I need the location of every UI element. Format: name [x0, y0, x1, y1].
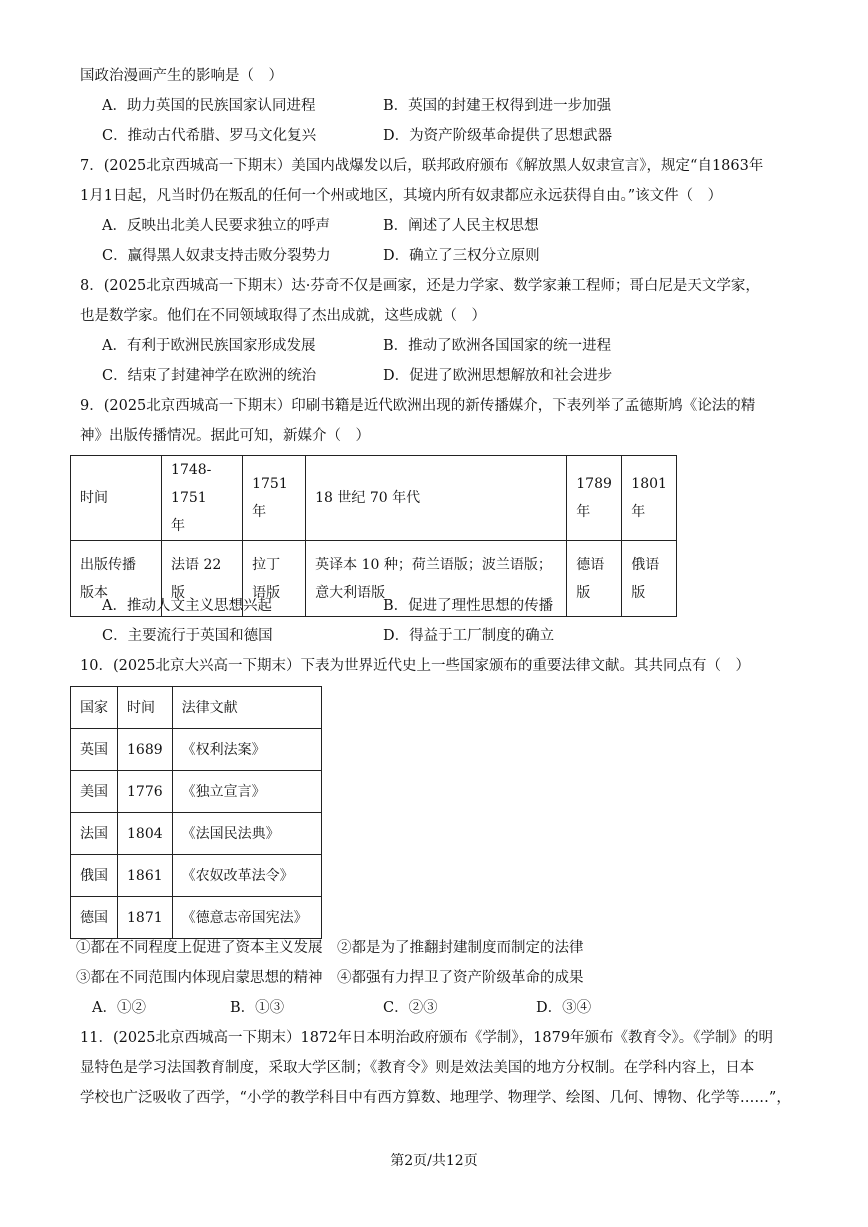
cell-text: 18 世纪 70 年代	[315, 490, 421, 506]
page-footer: 第2页/共12页	[390, 1153, 478, 1169]
q6-stem-tail: 国政治漫画产生的影响是（ ）	[80, 68, 283, 84]
q10-header-document: 法律文献	[172, 687, 321, 729]
cell-text: 年	[171, 518, 186, 534]
table-row	[71, 771, 322, 813]
q9-stem-line-2: 神》出版传播情况。据此可知，新媒介（ ）	[80, 428, 370, 444]
cell-text: 英译本 10 种；荷兰语版；波兰语版；	[315, 556, 552, 573]
q6-option-d[interactable]: D．为资产阶级革命提供了思想武器	[383, 128, 613, 144]
cell-text: 年	[252, 504, 267, 520]
q9-option-a[interactable]: A．推动人文主义思想兴起	[102, 598, 272, 614]
q10-cell: 英国	[71, 729, 118, 771]
q10-cell: 《法国民法典》	[172, 813, 321, 855]
q10-cell: 法国	[71, 813, 118, 855]
q8-option-a[interactable]: A．有利于欧洲民族国家形成发展	[102, 338, 316, 354]
q10-option-b[interactable]: B．①③	[230, 1000, 285, 1016]
q11-stem-line-1: 11．(2025北京西城高一下期末）1872年日本明治政府颁布《学制》，1879年颁布《教育令》。《学制》的明	[80, 1030, 774, 1046]
q9-cell	[71, 456, 162, 541]
cell-text: 出版传播	[80, 556, 136, 573]
q7-stem-line-1: 7．(2025北京西城高一下期末）美国内战爆发以后，联邦政府颁布《解放黑人奴隶宣言》，规定“自1863年	[80, 158, 764, 174]
q10-cell: 美国	[71, 771, 118, 813]
cell-text: 1789	[576, 476, 612, 492]
q8-option-b[interactable]: B．推动了欧洲各国国家的统一进程	[383, 338, 612, 354]
q9-table-row-time	[71, 456, 677, 541]
q10-cell: 《德意志帝国宪法》	[172, 897, 321, 939]
q10-cell: 1804	[118, 813, 173, 855]
q10-stem: 10．(2025北京大兴高一下期末）下表为世界近代史上一些国家颁布的重要法律文献。其共同点有（ ）	[80, 658, 751, 674]
q10-statements-line-1: ①都在不同程度上促进了资本主义发展 ②都是为了推翻封建制度而制定的法律	[76, 940, 584, 956]
q10-cell: 俄国	[71, 855, 118, 897]
q11-stem-line-3: 学校也广泛吸收了西学，“小学的教学科目中有西方算数、地理学、物理学、绘图、几何、博物、化学等……”，	[80, 1090, 791, 1106]
q6-option-a[interactable]: A．助力英国的民族国家认同进程	[102, 98, 316, 114]
q10-cell: 德国	[71, 897, 118, 939]
q9-cell	[306, 456, 567, 541]
cell-text: 版	[631, 584, 646, 601]
cell-text: 版	[576, 584, 591, 601]
q9-cell	[567, 541, 622, 617]
cell-text: 时间	[80, 490, 108, 506]
q9-option-c[interactable]: C．主要流行于英国和德国	[102, 628, 273, 644]
cell-text: 1751	[252, 476, 288, 492]
q10-table-header	[71, 687, 322, 729]
table-row	[71, 855, 322, 897]
q9-cell	[162, 456, 243, 541]
q7-option-d[interactable]: D．确立了三权分立原则	[383, 248, 540, 264]
q9-option-d[interactable]: D．得益于工厂制度的确立	[383, 628, 555, 644]
q10-header-country: 国家	[71, 687, 118, 729]
q10-cell: 《独立宣言》	[172, 771, 321, 813]
cell-text: 俄语	[631, 556, 660, 573]
cell-text: 德语	[576, 556, 605, 573]
q10-cell: 1776	[118, 771, 173, 813]
q10-cell: 《农奴改革法令》	[172, 855, 321, 897]
q7-option-a[interactable]: A．反映出北美人民要求独立的呼声	[102, 218, 330, 234]
table-row	[71, 897, 322, 939]
q7-option-c[interactable]: C．赢得黑人奴隶支持击败分裂势力	[102, 248, 331, 264]
q9-table	[70, 455, 677, 617]
q10-cell: 1871	[118, 897, 173, 939]
q9-cell	[243, 456, 306, 541]
q7-option-b[interactable]: B．阐述了人民主权思想	[383, 218, 539, 234]
table-row	[71, 729, 322, 771]
q10-option-c[interactable]: C．②③	[383, 1000, 438, 1016]
q9-cell	[567, 456, 622, 541]
cell-text: 法语 22 版	[171, 556, 222, 601]
q8-option-d[interactable]: D．促进了欧洲思想解放和社会进步	[383, 368, 613, 384]
cell-text: 语版	[252, 584, 281, 601]
q10-option-d[interactable]: D．③④	[536, 1000, 592, 1016]
q11-stem-line-2: 显特色是学习法国教育制度，采取大学区制；《教育令》则是效法美国的地方分权制。在学科内容上，日本	[80, 1060, 755, 1076]
q10-cell: 《权利法案》	[172, 729, 321, 771]
q8-stem-line-2: 也是数学家。他们在不同领域取得了杰出成就，这些成就（ ）	[80, 308, 486, 324]
q10-statements-line-2: ③都在不同范围内体现启蒙思想的精神 ④都强有力捍卫了资产阶级革命的成果	[76, 970, 584, 986]
q10-header-year: 时间	[118, 687, 173, 729]
cell-text: 年	[576, 504, 591, 520]
table-row	[71, 813, 322, 855]
q6-option-b[interactable]: B．英国的封建王权得到进一步加强	[383, 98, 612, 114]
cell-text: 版本	[80, 584, 108, 601]
q9-option-b[interactable]: B．促进了理性思想的传播	[383, 598, 554, 614]
q10-option-a[interactable]: A．①②	[92, 1000, 146, 1016]
q6-option-c[interactable]: C．推动古代希腊、罗马文化复兴	[102, 128, 317, 144]
q10-cell: 1861	[118, 855, 173, 897]
cell-text: 1748-1751	[171, 462, 212, 506]
cell-text: 意大利语版	[315, 584, 386, 601]
q9-cell	[622, 456, 677, 541]
cell-text: 1801	[631, 476, 667, 492]
q9-stem-line-1: 9．(2025北京西城高一下期末）印刷书籍是近代欧洲出现的新传播媒介，下表列举了孟德斯鸠《论法的精	[80, 398, 756, 414]
cell-text: 年	[631, 504, 646, 520]
q7-stem-line-2: 1月1日起，凡当时仍在叛乱的任何一个州或地区，其境内所有奴隶都应永远获得自由。”该文件（ ）	[80, 188, 723, 204]
q10-table	[70, 686, 322, 939]
q10-cell: 1689	[118, 729, 173, 771]
q8-stem-line-1: 8．(2025北京西城高一下期末）达·芬奇不仅是画家，还是力学家、数学家兼工程师；哥白尼是天文学家，	[80, 278, 760, 294]
q9-cell	[622, 541, 677, 617]
q8-option-c[interactable]: C．结束了封建神学在欧洲的统治	[102, 368, 317, 384]
cell-text: 拉丁	[252, 556, 281, 573]
